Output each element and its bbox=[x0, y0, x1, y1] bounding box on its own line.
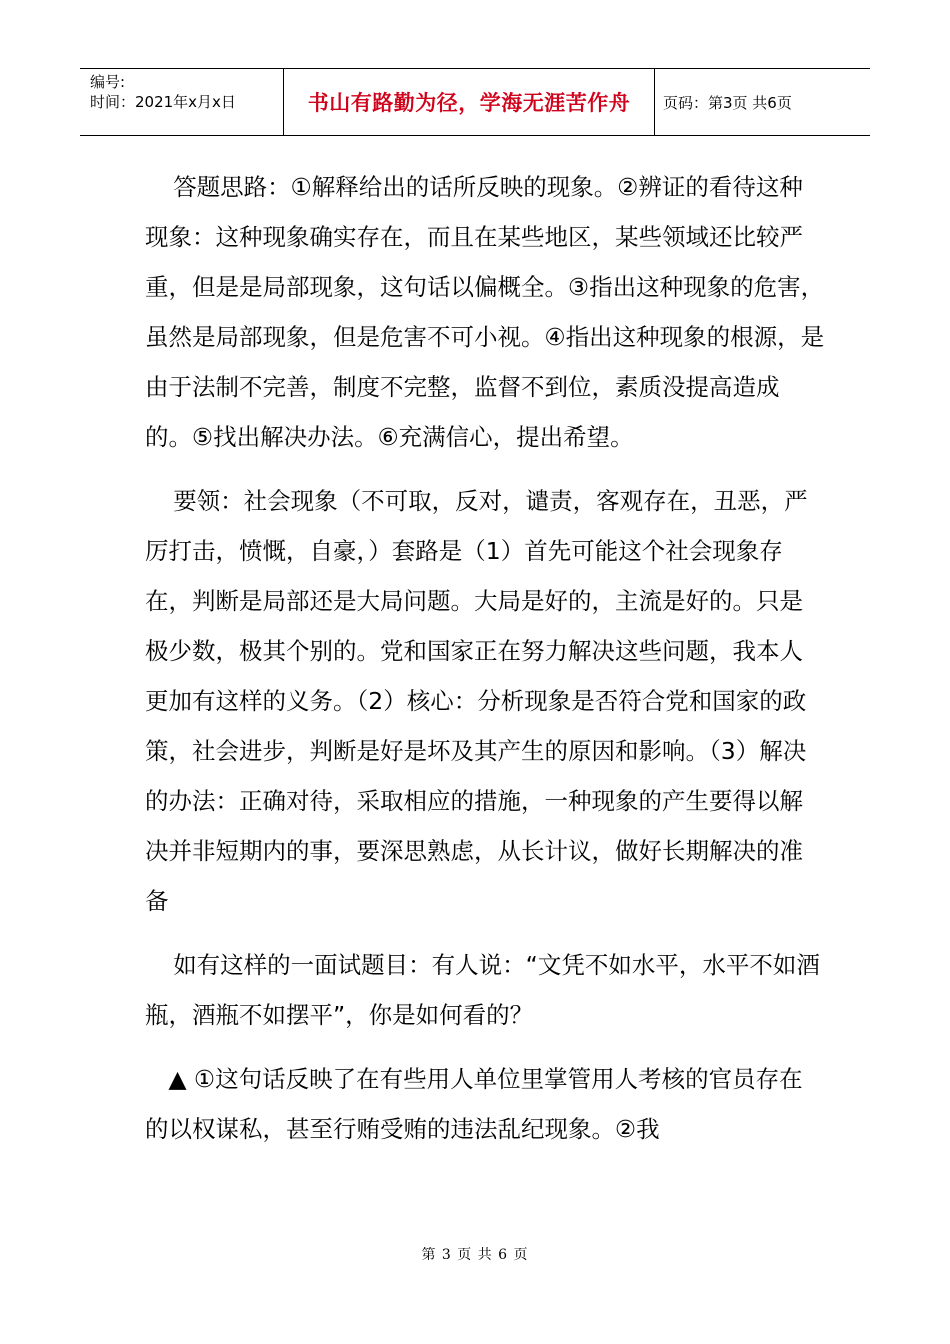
document-number-label: 编号: bbox=[90, 73, 126, 91]
paragraph-answer-approach: 答题思路：①解释给出的话所反映的现象。②辨证的看待这种现象：这种现象确实存在，而且在某些地区，某些领域还比较严重，但是是局部现象，这句话以偏概全。③指出这种现象的危害，虽然是局部现象，但是危害不可小视。④指出这种现象的根源，是由于法制不完善，制度不完整，监督不到位，素质没提高造成的。⑤找出解决办法。⑥充满信心，提出希望。 bbox=[145, 173, 825, 451]
motto-text: 书山有路勤为径，学海无涯苦作舟 bbox=[307, 90, 631, 115]
header-motto bbox=[283, 69, 655, 135]
paragraph-key-points: 要领：社会现象（不可取，反对，谴责，客观存在，丑恶，严厉打击，愤慨，自豪，）套路是（1）首先可能这个社会现象存在，判断是局部还是大局问题。大局是好的，主流是好的。只是极少数，极其个别的。党和国家正在努力解决这些问题，我本人更加有这样的义务。（2）核心：分析现象是否符合党和国家的政策，社会进步，判断是好是坏及其产生的原因和影响。（3）解决的办法：正确对待，采取相应的措施，一种现象的产生要得以解决并非短期内的事，要深思熟虑，从长计议，做好长期解决的准备 bbox=[145, 487, 808, 915]
paragraph-example-question: 如有这样的一面试题目：有人说：“文凭不如水平，水平不如酒瓶，酒瓶不如摆平”，你是如何看的？ bbox=[145, 951, 820, 1029]
paragraph-answer-bullet: ▲ ①这句话反映了在有些用人单位里掌管用人考核的官员存在的以权谋私，甚至行贿受贿的违法乱纪现象。②我 bbox=[145, 1065, 803, 1143]
header-page-info bbox=[655, 69, 870, 135]
footer-page-number: 第 3 页 共 6 页 bbox=[421, 1247, 529, 1263]
document-body bbox=[145, 162, 825, 1154]
page-info-text: 页码：第3页 共6页 bbox=[663, 93, 792, 112]
document-date: 时间：2021年x月x日 bbox=[90, 93, 236, 111]
page-footer bbox=[0, 1244, 950, 1264]
header-meta bbox=[80, 69, 283, 135]
page-header bbox=[80, 68, 870, 136]
